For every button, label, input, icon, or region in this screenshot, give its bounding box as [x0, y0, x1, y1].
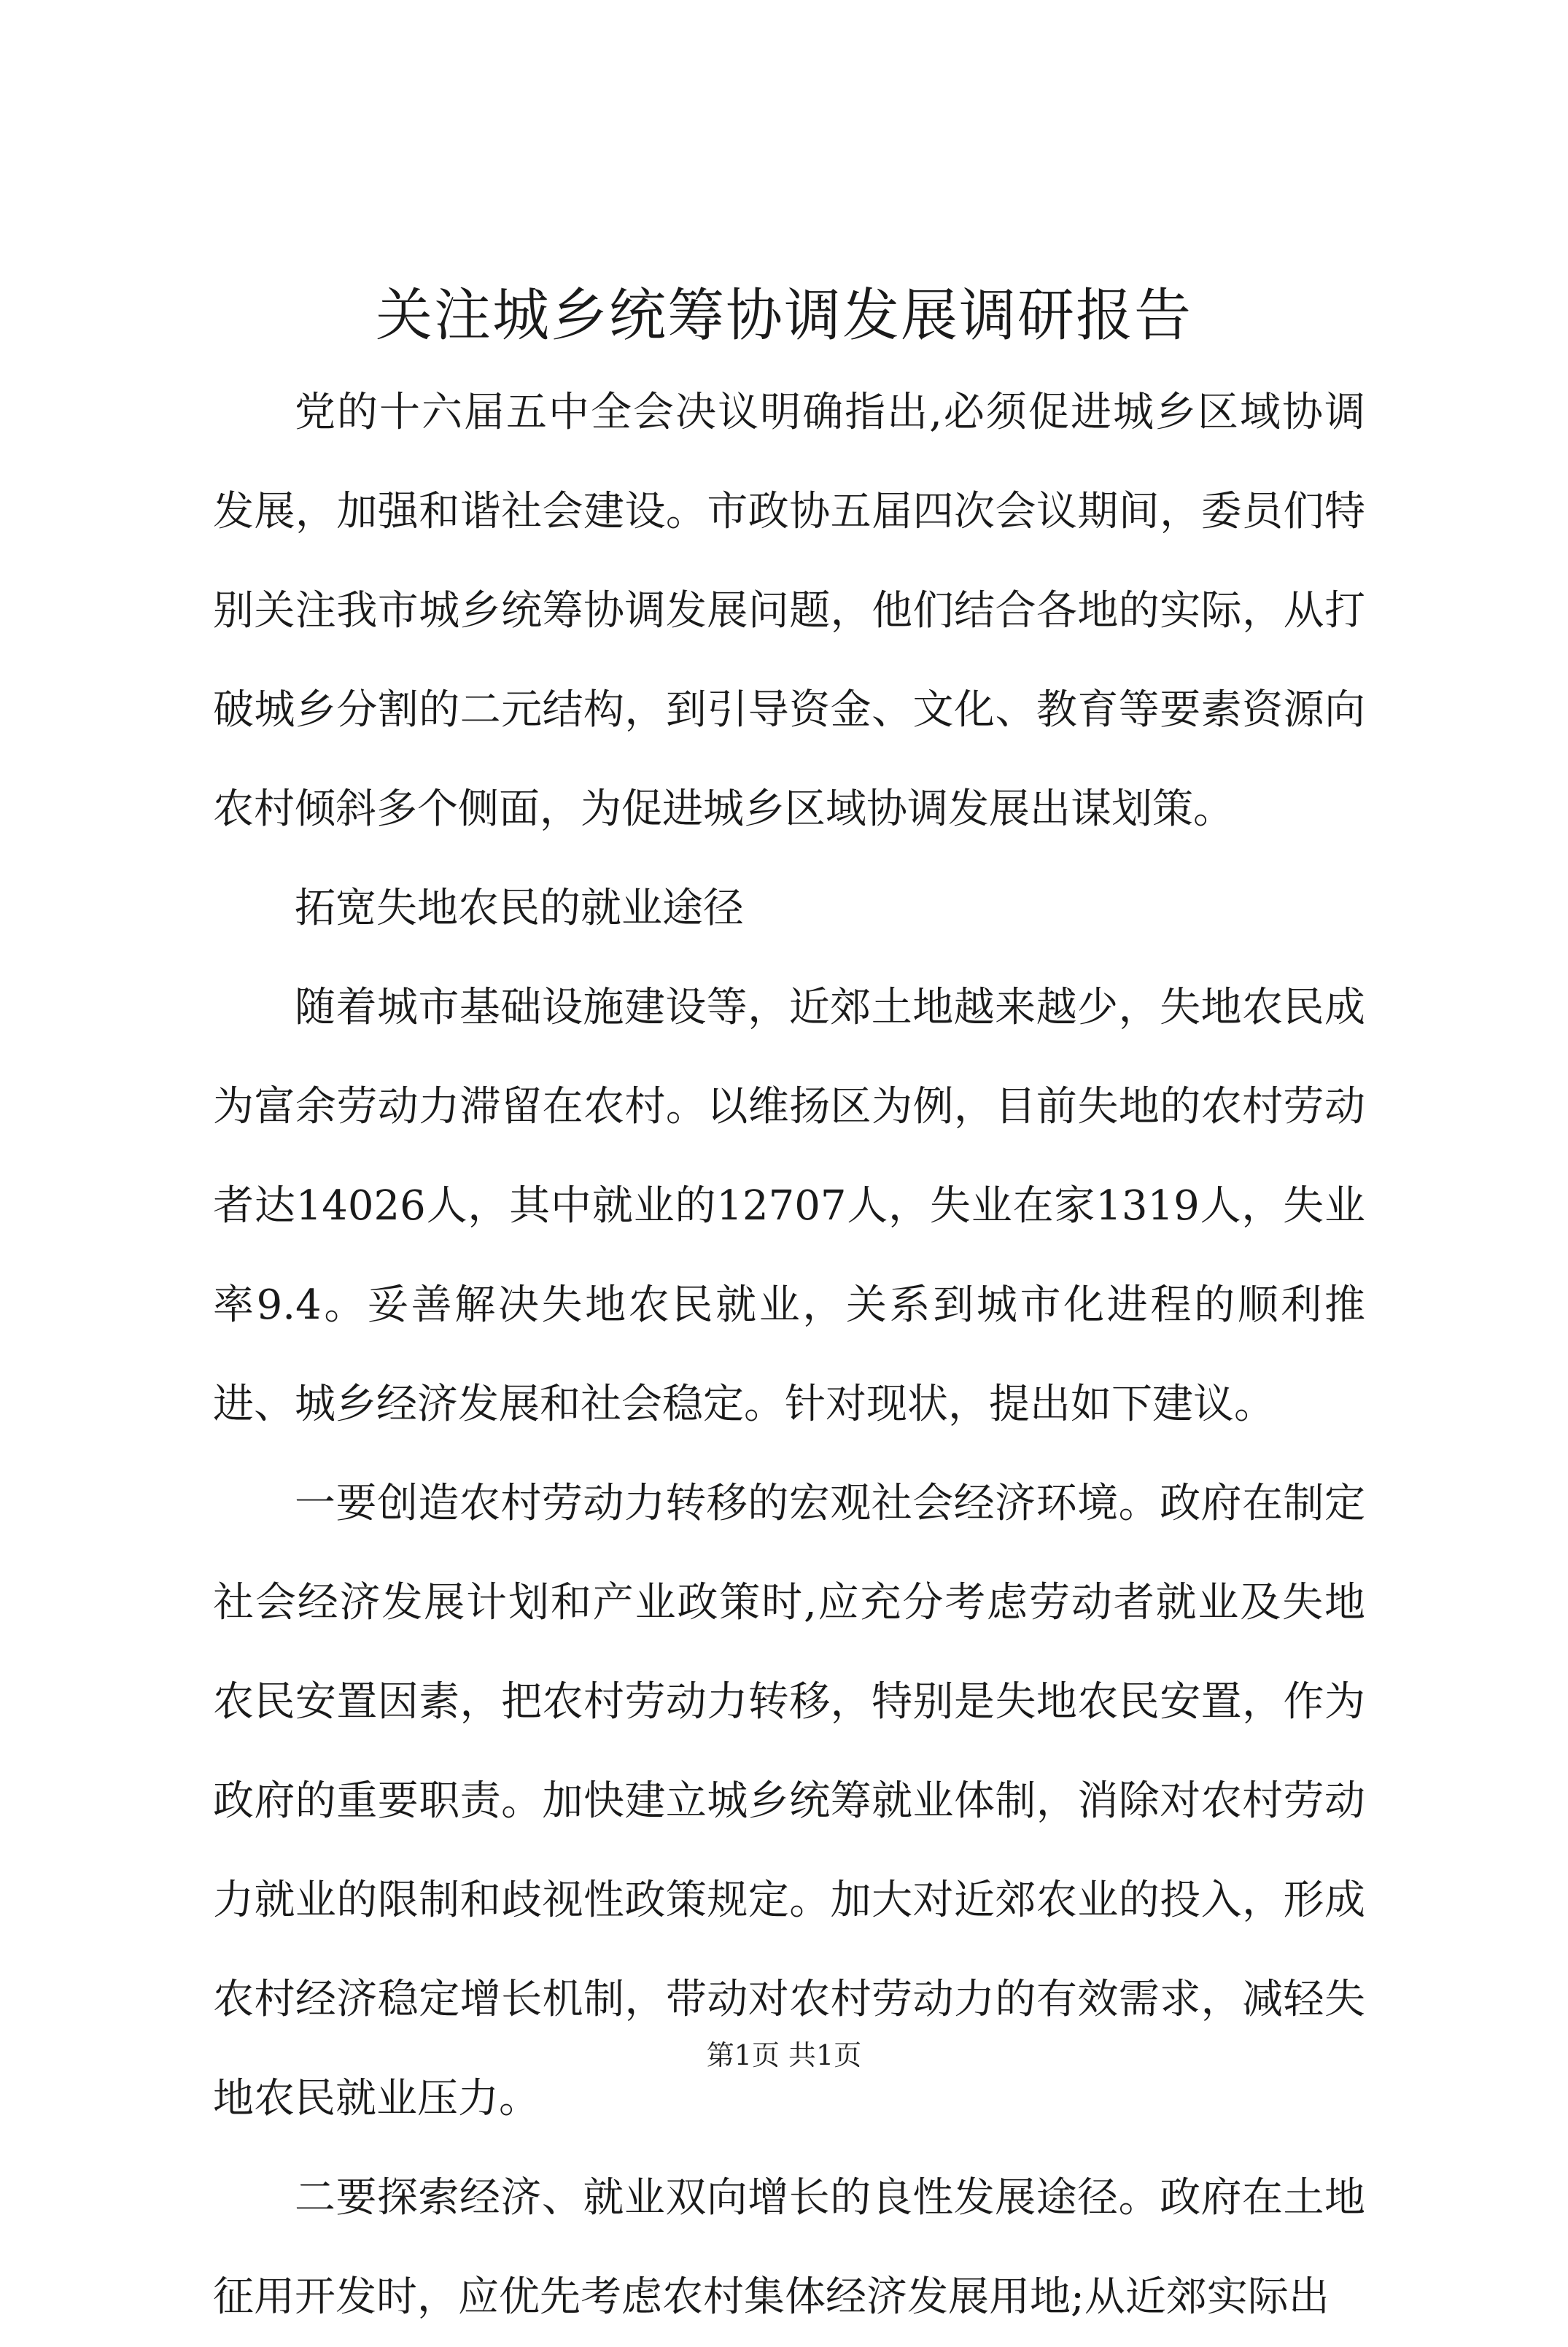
paragraph-intro: 党的十六届五中全会决议明确指出,必须促进城乡区域协调发展，加强和谐社会建设。市政协五届四次会议期间，委员们特别关注我市城乡统筹协调发展问题，他们结合各地的实际，从打破城乡分割的二元结构，到引导资金、文化、教育等要素资源向农村倾斜多个侧面，为促进城乡区域协调发展出谋划策。: [213, 389, 1365, 833]
paragraph-status: 随着城市基础设施建设等，近郊土地越来越少，失地农民成为富余劳动力滞留在农村。以维扬区为例，目前失地的农村劳动者达14026人，其中就业的12707人，失业在家1319人，失业率9.4。妥善解决失地农民就业，关系到城市化进程的顺利推进、城乡经济发展和社会稳定。针对现状，提出如下建议。: [213, 984, 1365, 1428]
paragraph-suggestion-two: 二要探索经济、就业双向增长的良性发展途径。政府在土地征用开发时，应优先考虑农村集体经济发展用地;从近郊实际出: [213, 2174, 1365, 2321]
paragraph-suggestion-one: 一要创造农村劳动力转移的宏观社会经济环境。政府在制定社会经济发展计划和产业政策时,应充分考虑劳动者就业及失地农民安置因素，把农村劳动力转移，特别是失地农民安置，作为政府的重要职责。加快建立城乡统筹就业体制，消除对农村劳动力就业的限制和歧视性政策规定。加大对近郊农业的投入，形成农村经济稳定增长机制，带动对农村劳动力的有效需求，减轻失地农民就业压力。: [213, 1480, 1365, 2122]
section-heading: 拓宽失地农民的就业途径: [295, 885, 744, 932]
document-title: 关注城乡统筹协调发展调研报告: [375, 283, 1192, 349]
page-number-footer: 第1页 共1页: [706, 2039, 862, 2071]
